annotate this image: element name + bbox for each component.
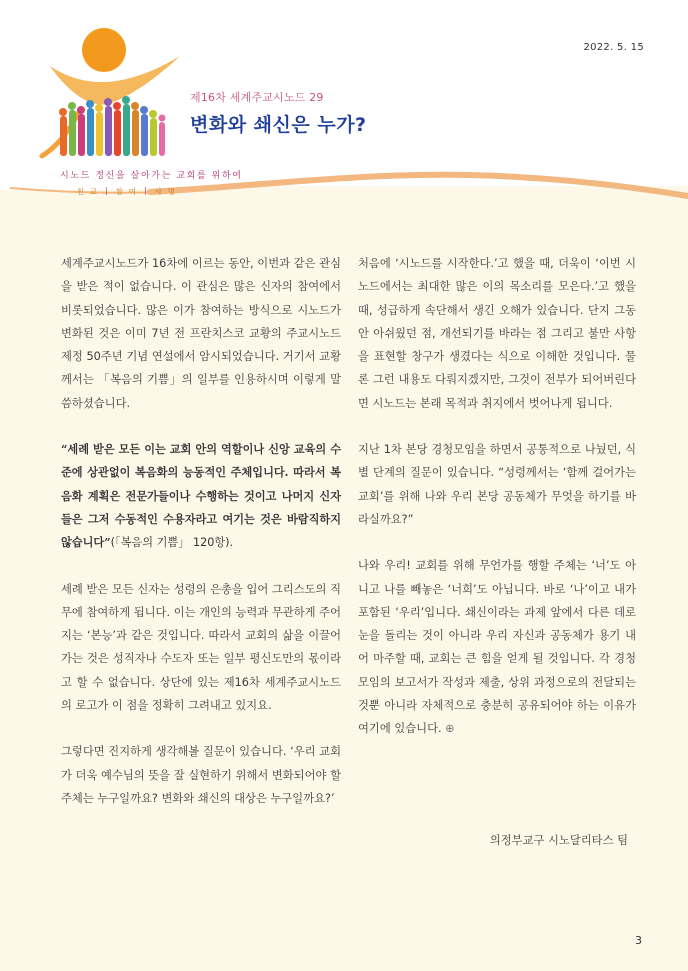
quote-text: “세례 받은 모든 이는 교회 안의 역할이나 신앙 교육의 수준에 상관없이 복음화의 능동적인 주체입니다. 따라서 복음화 계획은 전문가들이나 수행하는 것이고 나머지 신자들은 그저 수동적인 수용자라고 여기는 것은 바람직하지 않습니다” (61, 442, 341, 550)
paragraph-text: 나와 우리! 교회를 위해 무언가를 행할 주체는 ‘너’도 아니고 나를 빼놓은 ‘너희’도 아닙니다. 바로 ‘나’이고 내가 포함된 ‘우리’입니다. 쇄신이라는 과제 앞에서 다른 데로 눈을 돌리는 것이 아니라 우리 자신과 공동체가 용기 내어 마주할 때, 교회는 큰 힘을 얻게 될 것입니다. 각 경청모임의 보고서가 작성과 제출, 상위 과정으로의 전달되는 것뿐 아니라 자체적으로 충분히 공유되어야 하는 이유가 여기에 있습니다. (358, 559, 636, 736)
paragraph (358, 554, 636, 740)
right-column (358, 252, 636, 764)
quote-citation: (「복음의 기쁨」 120항). (110, 536, 234, 550)
motto-separator: | (143, 186, 148, 195)
paragraph: 지난 1차 본당 경청모임을 하면서 공통적으로 나눴던, 식별 단계의 질문이 있습니다. “성령께서는 ‘함께 걸어가는 교회’를 위해 나와 우리 본당 공동체가 무엇을 하기를 바라실까요?” (358, 443, 636, 526)
page-title: 변화와 쇄신은 누가? (190, 114, 367, 136)
series-kicker: 제16차 세계주교시노드 29 (190, 91, 324, 104)
paragraph: 세계주교시노드가 16차에 이르는 동안, 이번과 같은 관심을 받은 적이 없습니다. 이 관심은 많은 신자의 참여에서 비롯되었습니다. 많은 이가 참여하는 방식으로 시노드가 변화된 것은 이미 7년 전 프란치스코 교황의 주교시노드 제정 50주년 기념 연설에서 암시되었습니다. 거기서 교황께서는 「복음의 기쁨」의 일부를 인용하시며 이렇게 말씀하셨습니다. (61, 257, 341, 410)
motto-word: 여 (128, 187, 137, 196)
synod-logo (30, 20, 190, 170)
motto-word: 사 (154, 187, 163, 196)
left-column (61, 252, 341, 833)
paragraph: 그렇다면 진지하게 생각해볼 질문이 있습니다. ‘우리 교회가 더욱 예수님의 뜻을 잘 실현하기 위해서 변화되어야 할 주체는 누구일까요? 변화와 쇄신의 대상은 누구일까요?’ (61, 745, 341, 805)
paragraph: 세례 받은 모든 신자는 성령의 은총을 입어 그리스도의 직무에 참여하게 됩니다. 이는 개인의 능력과 무관하게 주어지는 ‘본능’과 같은 것입니다. 따라서 교회의 삶을 이끌어가는 것은 성직자나 수도자 또는 일부 평신도만의 몫이라고 할 수 없습니다. 상단에 있는 제16차 세계주교시노드의 로고가 이 점을 정확히 그려내고 있지요. (61, 582, 341, 713)
motto-word: 참 (115, 187, 124, 196)
page-number: 3 (635, 934, 642, 947)
end-mark-icon: ⊕ (445, 722, 455, 736)
issue-date: 2022. 5. 15 (583, 42, 644, 53)
motto-word: 명 (167, 187, 176, 196)
motto-word: 친 (76, 187, 85, 196)
author-signature: 의정부교구 시노달리타스 팀 (489, 834, 628, 847)
logo-motto-words (74, 186, 178, 197)
paragraph: 처음에 ‘시노드를 시작한다.’고 했을 때, 더욱이 ‘이번 시노드에서는 최대한 많은 이의 목소리를 모은다.’고 했을 때, 성급하게 속단해서 생긴 오해가 있습니다. 단지 그동안 아쉬웠던 점, 개선되기를 바라는 점 그리고 불만 사항을 표현할 창구가 생겼다는 식으로 이해한 것입니다. 물론 그런 내용도 다뤄지겠지만, 그것이 전부가 되어버린다면 시노드는 본래 목적과 취지에서 벗어나게 됩니다. (358, 257, 636, 410)
logo-motto: 시노드 정신을 살아가는 교회를 위하여 (60, 171, 243, 181)
people-figures (59, 96, 166, 156)
motto-word: 교 (89, 187, 98, 196)
quote-block (61, 438, 341, 554)
motto-separator: | (104, 186, 109, 195)
